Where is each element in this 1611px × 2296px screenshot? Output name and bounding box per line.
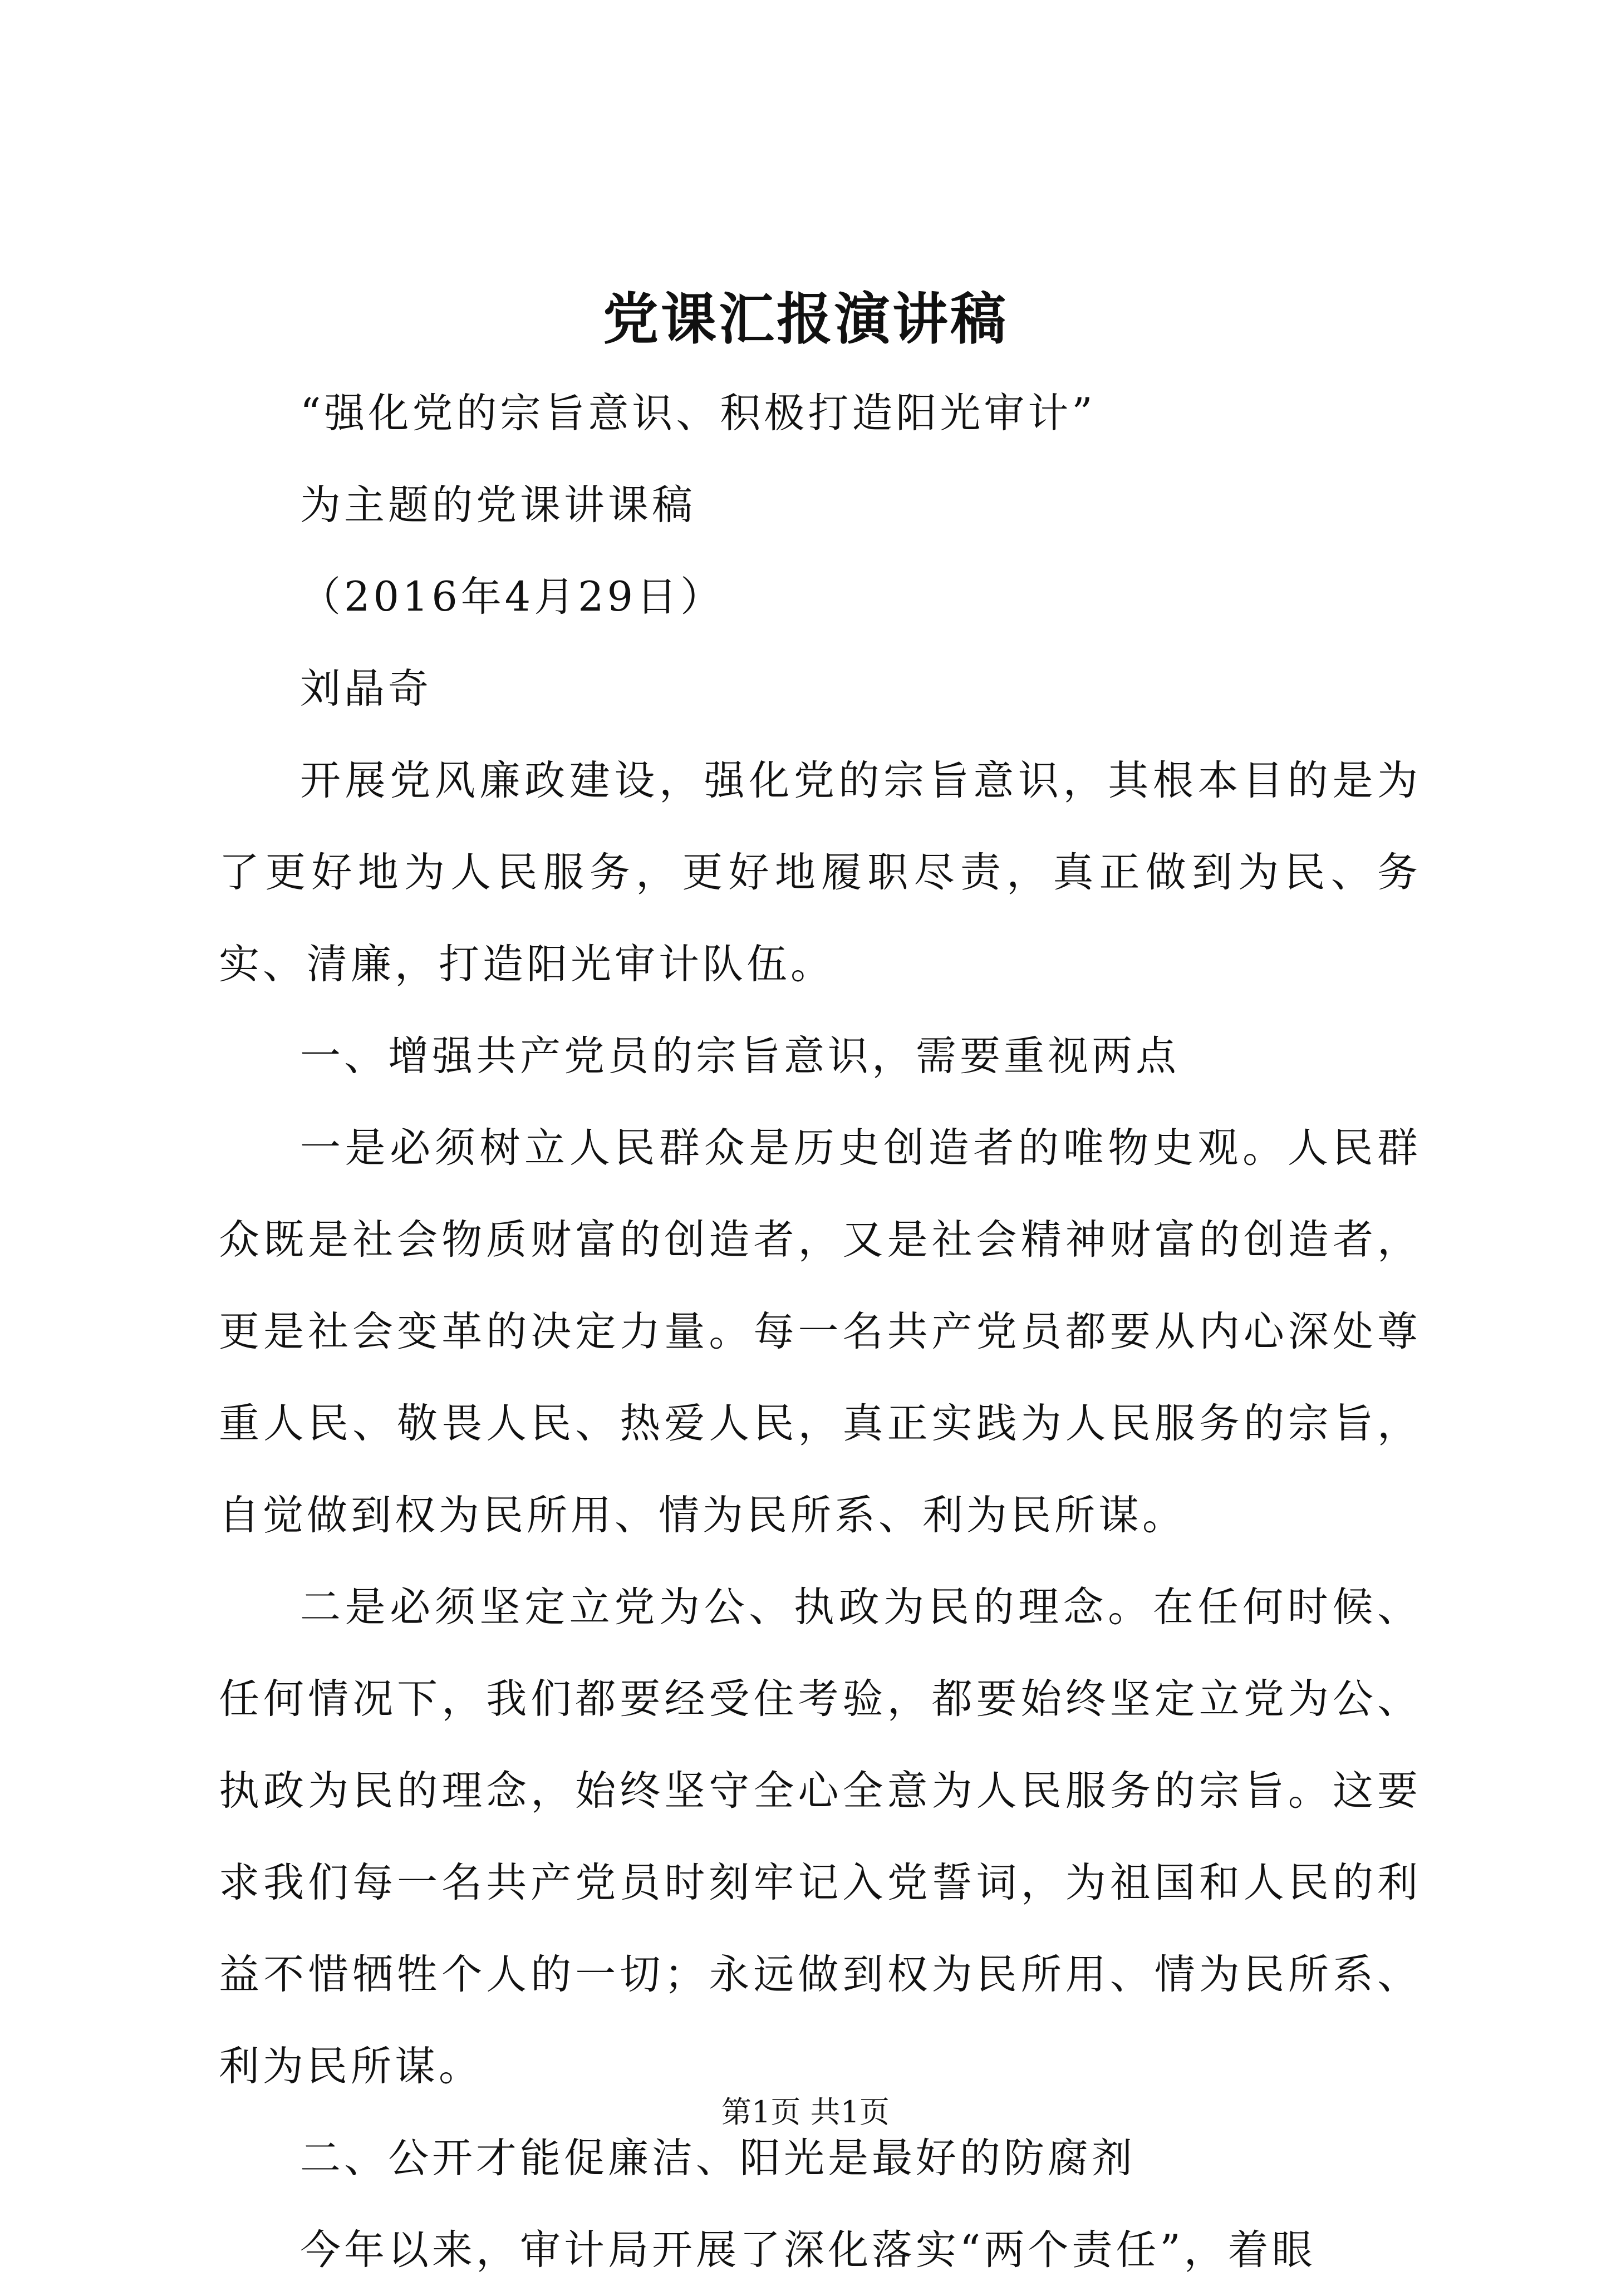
paragraph-point-2: 二是必须坚定立党为公、执政为民的理念。在任何时候、任何情况下，我们都要经受住考验，都要始终坚定立党为公、执政为民的理念，始终坚守全心全意为人民服务的宗旨。这要求我们每一名共产党员时刻牢记入党誓词，为祖国和人民的利益不惜牺牲个人的一切；永远做到权为民所用、情为民所系、利为民所谋。 (219, 1584, 1421, 2090)
subtitle-line-1: “强化党的宗旨意识、积极打造阳光审计” (300, 390, 1096, 437)
document-title: 党课汇报演讲稿 (603, 286, 1008, 352)
section-heading-1: 一、增强共产党员的宗旨意识，需要重视两点 (300, 1033, 1180, 1080)
paragraph-point-1: 一是必须树立人民群众是历史创造者的唯物史观。人民群众既是社会物质财富的创造者，又是社会精神财富的创造者，更是社会变革的决定力量。每一名共产党员都要从内心深处尊重人民、敬畏人民、热爱人民，真正实践为人民服务的宗旨，自觉做到权为民所用、情为民所系、利为民所谋。 (219, 1124, 1421, 1539)
paragraph-section-2: 今年以来，审计局开展了深化落实“两个责任”，着眼 (300, 2226, 1316, 2274)
page-footer: 第1页 共1页 (721, 2095, 890, 2130)
subtitle-line-2: 为主题的党课讲课稿 (300, 481, 696, 529)
date-line: （2016年4月29日） (300, 573, 725, 621)
author-line: 刘晶奇 (300, 665, 432, 712)
section-heading-2: 二、公开才能促廉洁、阳光是最好的防腐剂 (300, 2135, 1136, 2182)
intro-paragraph: 开展党风廉政建设，强化党的宗旨意识，其根本目的是为了更好地为人民服务，更好地履职尽责，真正做到为民、务实、清廉，打造阳光审计队伍。 (219, 757, 1421, 988)
document-body (219, 367, 1421, 2296)
